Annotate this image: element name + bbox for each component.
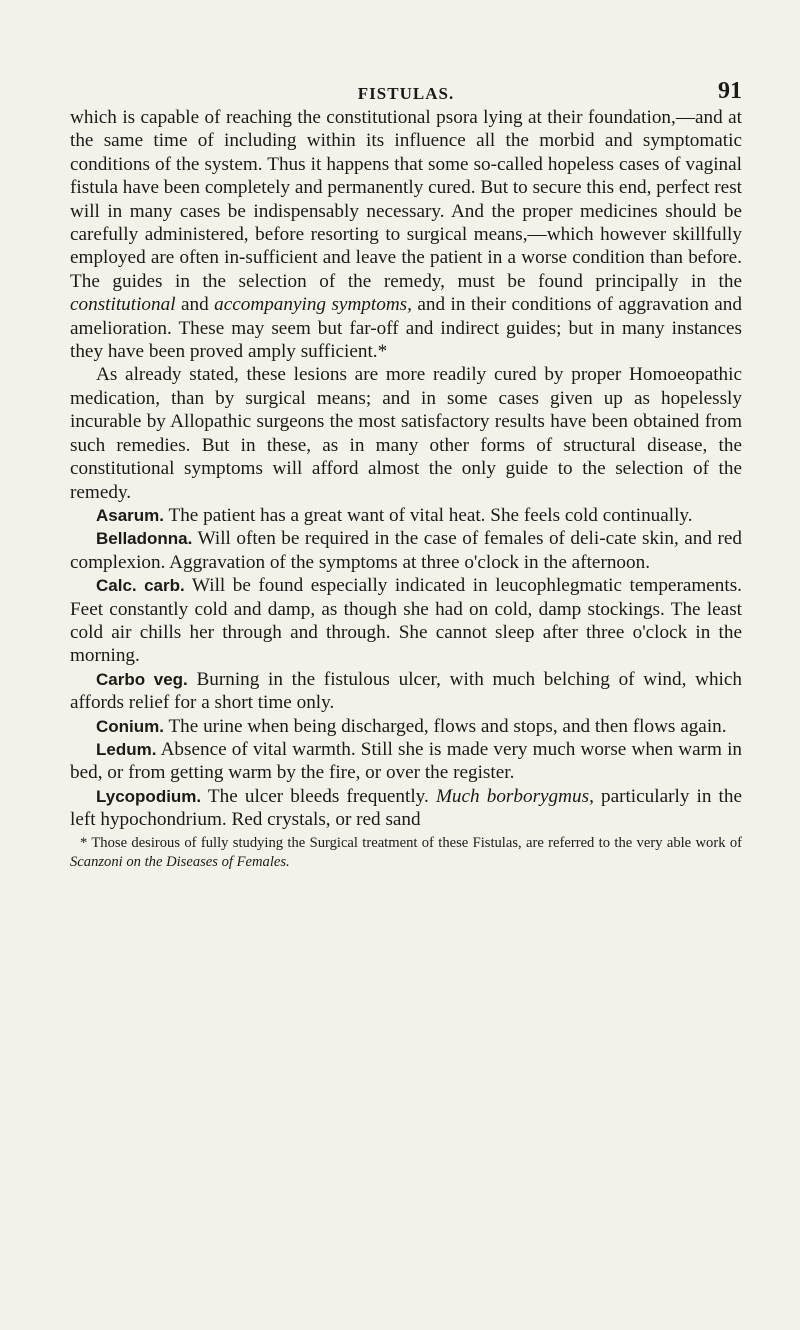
remedy-ledum — [70, 738, 742, 785]
text-segment: which is capable of reaching the constitutional psora lying at their foundation,—and at the same time of including within its influence all the morbid and symptomatic conditions of the system. Thus it happens that some so-called hopeless cases of vaginal fistula have been completely and permanently cured. But to secure this end, perfect rest will in many cases be indispensably necessary. And the proper medicines should be carefully administered, before resorting to surgical means,—which however skillfully employed are often in-sufficient and leave the patient in a worse condition than before. The guides in the selection of the remedy, must be found principally in the — [70, 107, 742, 292]
remedy-lycopodium — [70, 785, 742, 832]
remedy-text: particularly in the left hypochondrium. Red crystals, or red sand — [70, 785, 742, 831]
remedy-name: Lycopodium. — [96, 786, 202, 806]
body-text — [70, 106, 742, 832]
italic-segment: constitutional — [70, 294, 176, 316]
remedy-calc-carb — [70, 574, 742, 668]
footnote-text — [70, 834, 742, 872]
remedy-text: Will often be required in the case of females of deli-cate skin, and red complexion. Aggravation of the symptoms at three o'clock in the afternoon. — [70, 528, 742, 573]
remedy-asarum — [70, 504, 742, 527]
paragraph-lesions — [70, 363, 742, 503]
remedy-name: Asarum. — [96, 505, 165, 525]
footnote-body: * Those desirous of fully studying the Surgical treatment of these Fistulas, are referred to the very able work of — [80, 834, 742, 851]
remedy-name: Calc. carb. — [96, 576, 185, 596]
remedy-text: The patient has a great want of vital heat. She feels cold continually. — [164, 504, 693, 526]
remedy-conium — [70, 715, 742, 738]
remedy-name: Ledum. — [96, 739, 157, 759]
text-segment: and in their conditions of aggravation and amelioration. These may seem but far-off and indirect guides; but in many instances they have been proved amply sufficient.* — [70, 294, 742, 363]
page-header — [70, 78, 742, 106]
footnote-citation: Scanzoni on the Diseases of Females. — [70, 853, 290, 870]
paragraph-intro — [70, 106, 742, 363]
text-segment: As already stated, these lesions are more readily cured by proper Homoeopathic medication, than by surgical means; and in some cases given up as hopelessly incurable by Allopathic surgeons the most satisfactory results have been obtained from such remedies. But in these, as in many other forms of structural disease, the constitutional symptoms will afford almost the only guide to the selection of the remedy. — [70, 364, 742, 503]
italic-segment: accompanying symptoms, — [214, 294, 412, 316]
remedy-text: Absence of vital warmth. Still she is made very much worse when warm in bed, or from getting warm by the fire, or over the register. — [70, 738, 742, 784]
remedy-text: The urine when being discharged, flows and stops, and then flows again. — [164, 715, 727, 737]
footnote — [70, 834, 742, 872]
remedy-name: Conium. — [96, 716, 164, 736]
remedy-name: Carbo veg. — [96, 669, 188, 689]
remedy-carbo-veg — [70, 668, 742, 715]
remedy-belladonna — [70, 527, 742, 574]
text-segment: and — [175, 294, 215, 316]
running-head: FISTULAS. — [357, 84, 455, 103]
italic-segment: Much borborygmus, — [435, 785, 594, 807]
remedy-text: Burning in the fistulous ulcer, with much belching of wind, which affords relief for a short time only. — [70, 668, 743, 714]
remedy-text: The ulcer bleeds frequently. — [201, 785, 436, 807]
remedy-text: Will be found especially indicated in leucophlegmatic temperaments. Feet constantly cold and damp, as though she had on cold, damp stockings. The least cold air chills her through and through. She cannot sleep after three o'clock in the morning. — [70, 575, 742, 667]
remedy-name: Belladonna. — [96, 529, 193, 549]
page-number: 91 — [718, 78, 742, 104]
